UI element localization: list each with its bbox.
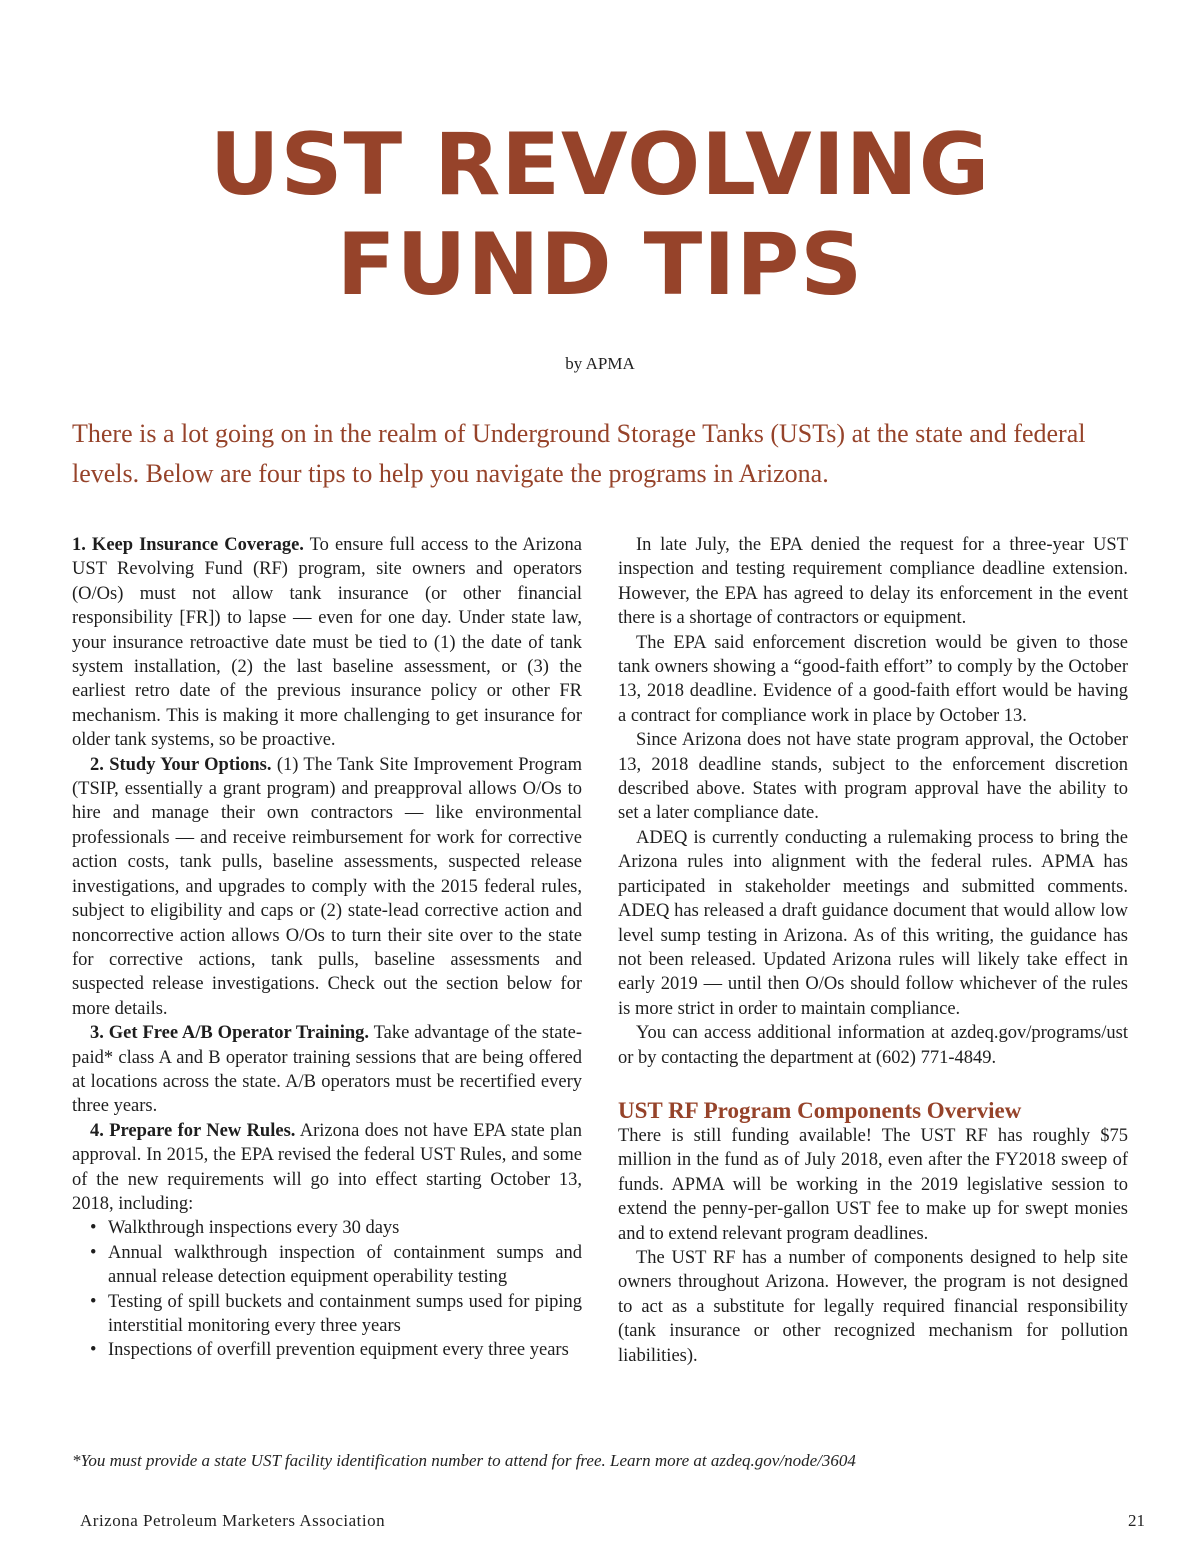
tip-4-text: Arizona does not have EPA state plan approval. In 2015, the EPA revised the federal UST Rules, and some of the new requirements will go into effect starting October 13, 2018, including: <box>72 1120 582 1214</box>
paragraph: In late July, the EPA denied the request for a three-year UST inspection and testing requirement compliance deadline extension. However, the EPA has agreed to delay its enforcement in the event there is a shortage of contractors or equipment. <box>618 535 1128 629</box>
tip-2-text: (1) The Tank Site Improvement Program (TSIP, essentially a grant program) and preapproval allows O/Os to hire and manage their own contractors — like environmental professionals — and receive reimbursement for work for corrective action costs, tank pulls, baseline assessments, suspected release investigations, and upgrades to comply with the 2015 federal rules, subject to eligibility and caps or (2) state-lead corrective action and noncorrective action allows O/Os to turn their site over to the state for corrective actions, tank pulls, baseline assessments and suspected release investigations. Check out the section below for more details. <box>72 754 582 1019</box>
footnote: *You must provide a state UST facility identification number to attend for free. Learn more at azdeq.gov/node/3604 <box>72 1451 856 1470</box>
tip-4-heading: 4. Prepare for New Rules. <box>90 1120 296 1141</box>
tip-3-heading: 3. Get Free A/B Operator Training. <box>90 1023 370 1044</box>
paragraph: There is still funding available! The UST RF has roughly $75 million in the fund as of July 2018, even after the FY2018 sweep of funds. APMA will be working in the 2019 legislative session to extend the penny-per-gallon UST fee to make up for swept monies and to extend relevant program deadlines. <box>618 1125 1128 1244</box>
paragraph: You can access additional information at azdeq.gov/programs/ust or by contacting the department at (602) 771-4849. <box>618 1023 1128 1068</box>
article-title <box>0 115 1200 315</box>
intro-paragraph: There is a lot going on in the realm of Underground Storage Tanks (USTs) at the state and federal levels. Below are four tips to help you navigate the programs in Arizona. <box>72 419 1086 488</box>
left-column <box>72 533 582 1363</box>
section-heading: UST RF Program Components Overview <box>618 1097 1022 1123</box>
paragraph: Since Arizona does not have state program approval, the October 13, 2018 deadline stands, subject to the enforcement discretion described above. States with program approval have the ability to set a later compliance date. <box>618 730 1128 824</box>
page-number: 21 <box>1128 1511 1145 1530</box>
title-line-2: FUND TIPS <box>336 215 864 315</box>
tip-3 <box>72 1021 582 1119</box>
title-line-1: UST REVOLVING <box>209 115 991 215</box>
footer-publication: Arizona Petroleum Marketers Association <box>80 1511 386 1530</box>
tip-2 <box>72 753 582 1021</box>
list-item: • Walkthrough inspections every 30 days <box>108 1216 582 1240</box>
right-column <box>618 533 1128 1368</box>
tip-2-heading: 2. Study Your Options. <box>90 754 272 775</box>
list-item: • Inspections of overfill prevention equipment every three years <box>108 1338 582 1362</box>
paragraph: The EPA said enforcement discretion would be given to those tank owners showing a “good-faith effort” to comply by the October 13, 2018 deadline. Evidence of a good-faith effort would be having a contract for compliance work in place by October 13. <box>618 632 1128 726</box>
tip-3-text: Take advantage of the state-paid* class A and B operator training sessions that are being offered at locations across the state. A/B operators must be recertified every three years. <box>72 1023 582 1117</box>
byline: by APMA <box>565 354 635 373</box>
tip-1-heading: 1. Keep Insurance Coverage. <box>72 535 304 555</box>
tip-4 <box>72 1119 582 1217</box>
list-item: • Annual walkthrough inspection of containment sumps and annual release detection equipment operability testing <box>108 1241 582 1290</box>
paragraph: ADEQ is currently conducting a rulemaking process to bring the Arizona rules into alignment with the federal rules. APMA has participated in stakeholder meetings and submitted comments. ADEQ has released a draft guidance document that would allow low level sump testing in Arizona. As of this writing, the guidance has not been released. Updated Arizona rules will likely take effect in early 2019 — until then O/Os should follow whichever of the rules is more strict in order to maintain compliance. <box>618 827 1128 1019</box>
list-item: • Testing of spill buckets and containment sumps used for piping interstitial monitoring every three years <box>108 1290 582 1339</box>
requirements-list <box>72 1216 582 1362</box>
tip-1-text: To ensure full access to the Arizona UST Revolving Fund (RF) program, site owners and operators (O/Os) must not allow tank insurance (or other financial responsibility [FR]) to lapse — even for one day. Under state law, your insurance retroactive date must be tied to (1) the date of tank system installation, (2) the last baseline assessment, or (3) the earliest retro date of the previous insurance policy or other FR mechanism. This is making it more challenging to get insurance for older tank systems, so be proactive. <box>72 535 582 751</box>
tip-1 <box>72 533 582 753</box>
paragraph: The UST RF has a number of components designed to help site owners throughout Arizona. However, the program is not designed to act as a substitute for legally required financial responsibility (tank insurance or other recognized mechanism for pollution liabilities). <box>618 1247 1128 1366</box>
